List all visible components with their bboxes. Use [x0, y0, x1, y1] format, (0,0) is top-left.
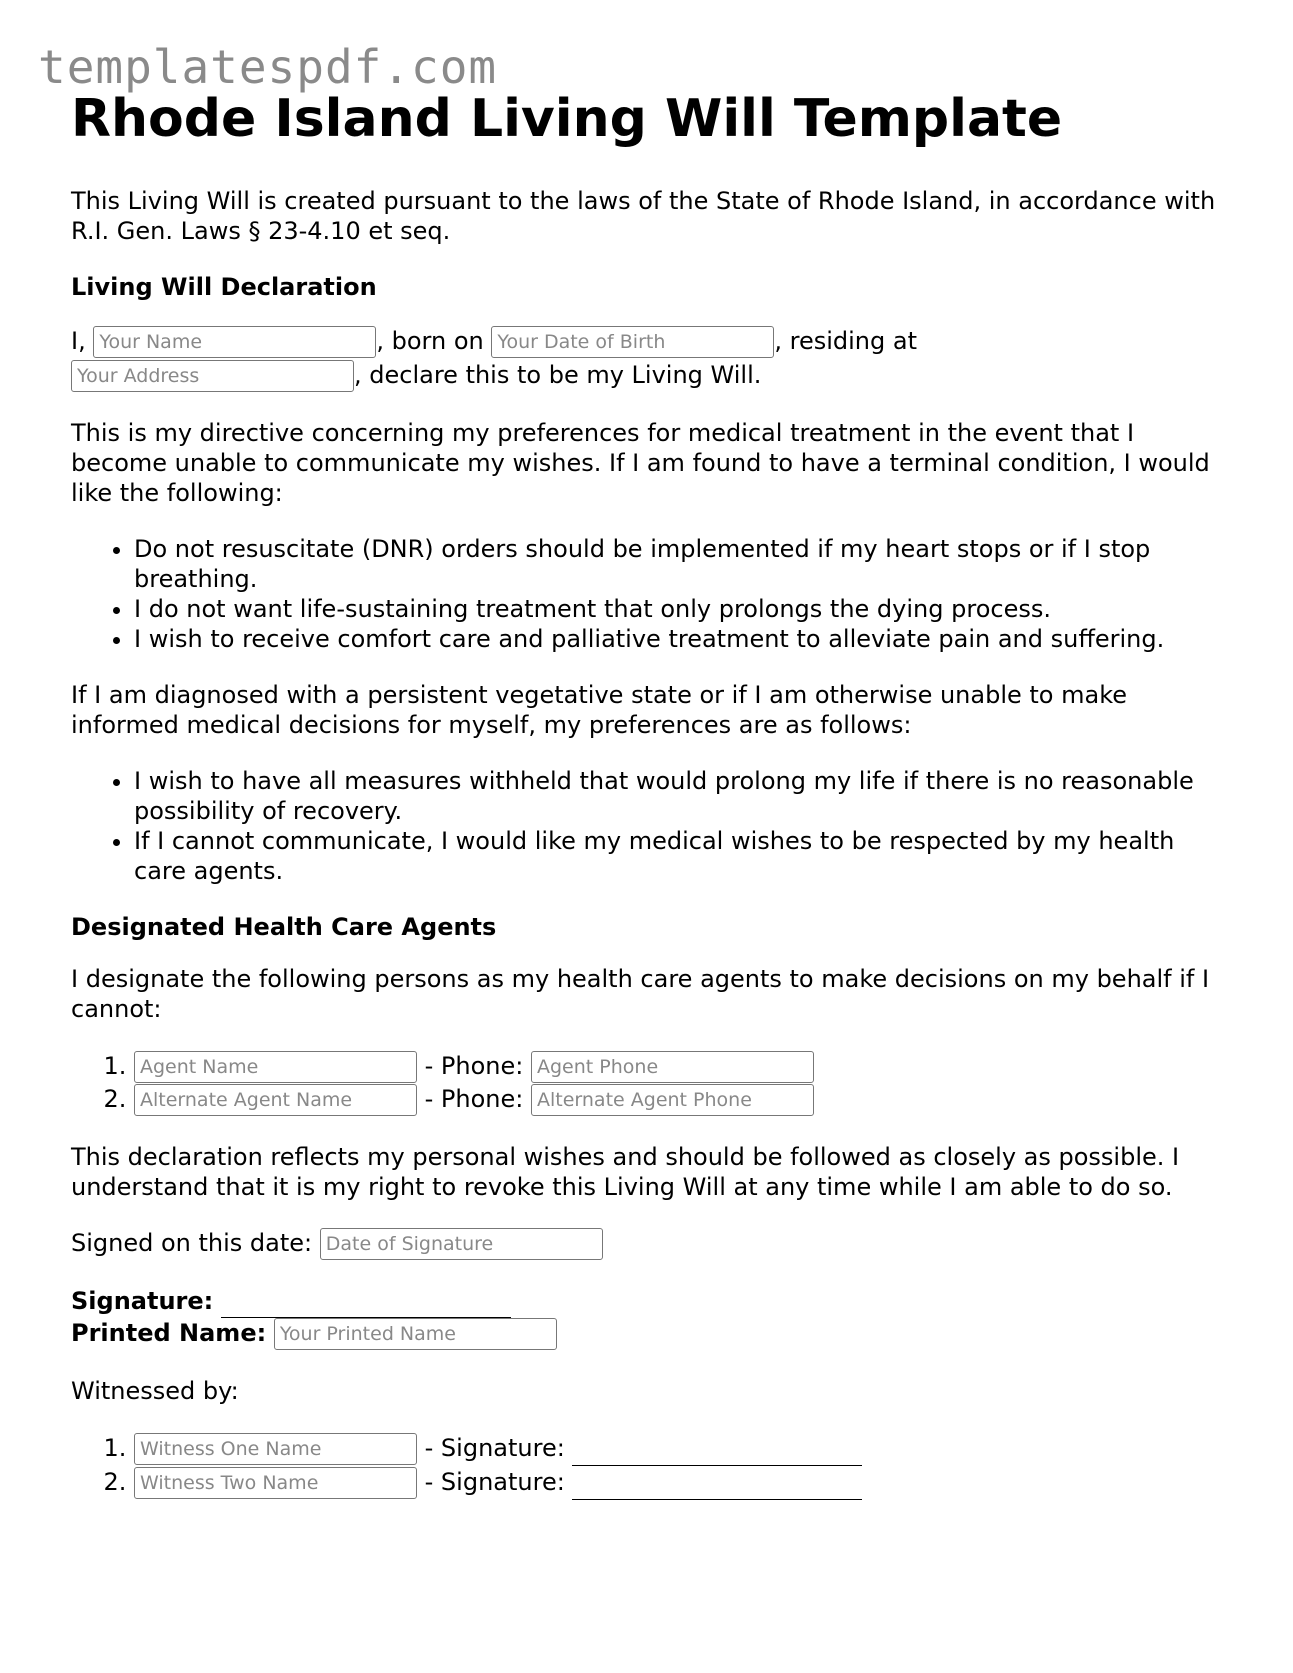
witness-one-name-input[interactable] [134, 1433, 417, 1465]
witness-two-signature-line[interactable] [572, 1466, 862, 1500]
list-item: • If I cannot communicate, I would like my medical wishes to be respected by my health care agents. [134, 826, 1231, 886]
declaration-prefix: I, [71, 327, 86, 355]
date-of-signature-input[interactable] [320, 1228, 603, 1260]
page-title: Rhode Island Living Will Template [71, 89, 1063, 149]
witness-signature-label: - Signature: [424, 1468, 565, 1496]
alternate-agent-phone-input[interactable] [531, 1084, 814, 1116]
witnessed-by-label: Witnessed by: [71, 1377, 239, 1405]
phone-label: - Phone: [424, 1052, 524, 1080]
declare-text: , declare this to be my Living Will. [354, 361, 762, 389]
agent-phone-input[interactable] [531, 1051, 814, 1083]
date-of-birth-input[interactable] [491, 326, 774, 358]
list-item: • Do not resuscitate (DNR) orders should be implemented if my heart stops or if I stop breathing. [134, 534, 1231, 594]
reflection-paragraph: This declaration reflects my personal wishes and should be followed as closely as possible. I understand that it is my right to revoke this Living Will at any time while I am able to do so. [71, 1143, 1180, 1201]
vegetative-paragraph: If I am diagnosed with a persistent vegetative state or if I am otherwise unable to make informed medical decisions for myself, my preferences are as follows: [71, 681, 1128, 739]
witness-one-signature-line[interactable] [572, 1432, 862, 1466]
alternate-agent-row [134, 1083, 1231, 1116]
witness-signature-label: - Signature: [424, 1434, 565, 1462]
signature-line[interactable] [221, 1286, 511, 1318]
signature-label: Signature: [71, 1287, 214, 1315]
agents-intro: I designate the following persons as my health care agents to make decisions on my behalf if I cannot: [71, 965, 1210, 1023]
document-body [71, 88, 1231, 1526]
residing-at-text: , residing at [774, 327, 917, 355]
agent-row [134, 1050, 1231, 1083]
signed-date-row [71, 1228, 1231, 1260]
witnesses-list [71, 1432, 1231, 1500]
agents-heading: Designated Health Care Agents [71, 913, 497, 941]
list-item: • I wish to have all measures withheld that would prolong my life if there is no reasonable possibility of recovery. [134, 766, 1231, 826]
agent-name-input[interactable] [134, 1051, 417, 1083]
witness-two-name-input[interactable] [134, 1467, 417, 1499]
witness-row [134, 1466, 1231, 1500]
alternate-agent-name-input[interactable] [134, 1084, 417, 1116]
watermark: templatespdf.com [38, 40, 498, 94]
printed-name-input[interactable] [274, 1318, 557, 1350]
vegetative-preferences-list [71, 766, 1231, 886]
born-on-text: , born on [376, 327, 484, 355]
declaration-heading: Living Will Declaration [71, 273, 377, 301]
address-input[interactable] [71, 360, 354, 392]
phone-label: - Phone: [424, 1085, 524, 1113]
witness-row [134, 1432, 1231, 1466]
intro-paragraph: This Living Will is created pursuant to the laws of the State of Rhode Island, in accordance with R.I. Gen. Laws § 23-4.10 et seq. [71, 187, 1216, 245]
agents-list [71, 1050, 1231, 1116]
signed-date-label: Signed on this date: [71, 1229, 313, 1257]
your-name-input[interactable] [93, 326, 376, 358]
list-item: • I wish to receive comfort care and palliative treatment to alleviate pain and suffering. [134, 624, 1231, 654]
terminal-preferences-list [71, 534, 1231, 654]
declaration-paragraph [71, 324, 1231, 392]
directive-paragraph: This is my directive concerning my preferences for medical treatment in the event that I become unable to communicate my wishes. If I am found to have a terminal condition, I would like the following: [71, 419, 1210, 507]
signature-block [71, 1286, 1231, 1350]
printed-name-label: Printed Name: [71, 1319, 267, 1347]
list-item: • I do not want life-sustaining treatment that only prolongs the dying process. [134, 594, 1231, 624]
